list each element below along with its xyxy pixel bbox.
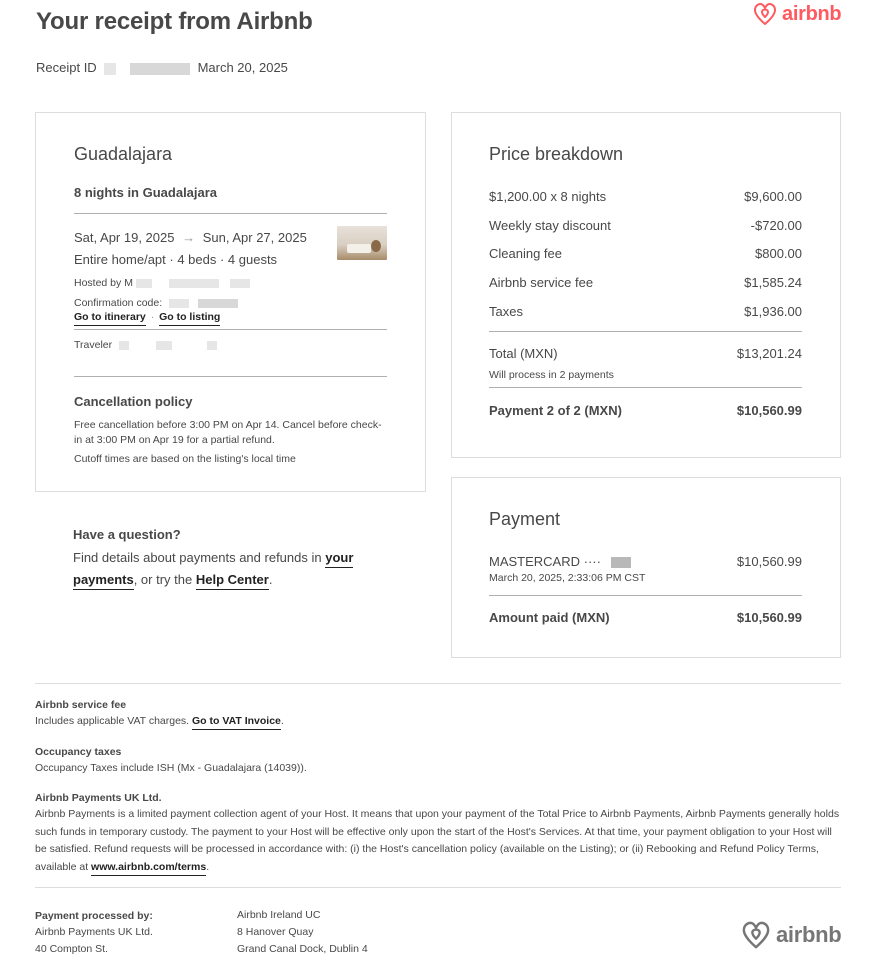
- occupancy-title: Occupancy taxes: [35, 746, 122, 758]
- cutoff-text: Cutoff times are based on the listing's local time: [74, 453, 296, 465]
- divider: [489, 387, 802, 388]
- processed-by-address: 40 Compton St.: [35, 943, 108, 955]
- processed-by-title: Payment processed by:: [35, 910, 153, 922]
- price-row-value: $800.00: [755, 246, 802, 261]
- trip-city: Guadalajara: [74, 144, 173, 164]
- listing-summary: Entire home/apt · 4 beds · 4 guests: [74, 252, 278, 267]
- service-fee-text: [35, 713, 284, 731]
- checkout-date: Sun, Apr 27, 2025: [202, 230, 307, 245]
- redacted-card-digits: [611, 557, 631, 568]
- terms-link[interactable]: www.airbnb.com/terms: [91, 861, 206, 876]
- card-row: [489, 554, 802, 569]
- redacted-host-name: [169, 279, 219, 288]
- footer-divider: [35, 887, 841, 888]
- amount-paid-value: $10,560.99: [736, 610, 802, 625]
- hosted-by-label: Hosted by: [74, 277, 122, 289]
- confirmation-line: [74, 297, 238, 309]
- price-row-value: $1,585.24: [744, 275, 802, 290]
- link-separator: ·: [150, 311, 155, 323]
- help-center-link[interactable]: Help Center: [196, 572, 269, 590]
- ireland-address-2: Grand Canal Dock, Dublin 4: [237, 943, 368, 955]
- trip-links: [74, 311, 220, 323]
- installment-label: Payment 2 of 2 (MXN): [489, 403, 622, 418]
- redacted-host-name: [136, 279, 152, 288]
- price-row-label: Cleaning fee: [489, 246, 562, 261]
- traveler-label: Traveler: [74, 339, 113, 351]
- trip-dates: [74, 230, 307, 245]
- divider: [74, 213, 387, 214]
- price-row-value: -$720.00: [750, 218, 802, 233]
- receipt-id-label: Receipt ID: [36, 60, 97, 75]
- card-label: MASTERCARD ····: [489, 554, 601, 569]
- process-note: Will process in 2 payments: [489, 369, 614, 381]
- your-payments-link[interactable]: your payments: [73, 550, 353, 590]
- arrow-right-icon: →: [182, 230, 196, 245]
- payment-timestamp: March 20, 2025, 2:33:06 PM CST: [489, 572, 646, 584]
- vat-invoice-link[interactable]: Go to VAT Invoice: [192, 715, 281, 730]
- airbnb-footer-logo: [740, 918, 841, 952]
- help-text-before: Find details about payments and refunds in: [73, 550, 322, 565]
- occupancy-text: Occupancy Taxes include ISH (Mx - Guadalajara (14039)).: [35, 762, 307, 774]
- price-row-label: Airbnb service fee: [489, 275, 594, 290]
- price-row: [489, 189, 802, 204]
- divider: [74, 376, 387, 377]
- price-row: [489, 275, 802, 290]
- payments-uk-description: Airbnb Payments is a limited payment collection agent of your Host. It means that upon your payment of the Total Price to Airbnb Payments, Airbnb Payments generally holds such funds in temporary custody. The payment to your Host will be effective only upon the start of the Host's Services. At that time, your payment obligation to your Host will be satisfied. Refund requests will be processed in accordance with: (i) the Host's cancellation policy (available on the Listing); or (ii) Rebooking and Refund Policy Terms, available at: [35, 808, 840, 873]
- airbnb-belo-icon: [740, 918, 772, 952]
- price-row-value: $1,936.00: [744, 304, 802, 319]
- redacted-receipt-id: [104, 63, 116, 75]
- amount-paid-label: Amount paid (MXN): [489, 610, 610, 625]
- price-row: [489, 304, 802, 319]
- processed-by-name: Airbnb Payments UK Ltd.: [35, 926, 153, 938]
- receipt-date: March 20, 2025: [197, 60, 288, 75]
- page-title: Your receipt from Airbnb: [36, 8, 313, 35]
- redacted-traveler-name: [156, 341, 172, 350]
- redacted-traveler-name: [119, 341, 129, 350]
- help-text: [73, 547, 363, 591]
- footer-logo-text: airbnb: [776, 922, 842, 947]
- ireland-name: Airbnb Ireland UC: [237, 909, 321, 921]
- price-row-label: Weekly stay discount: [489, 218, 611, 233]
- ireland-address-1: 8 Hanover Quay: [237, 926, 314, 938]
- footer-divider: [35, 683, 841, 684]
- price-title: Price breakdown: [489, 144, 624, 164]
- itinerary-link[interactable]: Go to itinerary: [74, 311, 146, 326]
- cancellation-text: Free cancellation before 3:00 PM on Apr 14. Cancel before check-in at 3:00 PM on Apr 19 for a partial refund.: [74, 419, 382, 446]
- payment-installment-row: [489, 403, 802, 418]
- help-text-end: .: [268, 572, 273, 587]
- payments-uk-title: Airbnb Payments UK Ltd.: [35, 792, 162, 804]
- price-row-label: Taxes: [489, 304, 523, 319]
- airbnb-logo[interactable]: [752, 0, 842, 28]
- total-value: $13,201.24: [736, 346, 802, 361]
- total-row: [489, 346, 802, 361]
- redacted-confirmation-code: [198, 299, 238, 308]
- amount-paid-row: [489, 610, 802, 625]
- vat-end: .: [280, 715, 284, 727]
- traveler-line: [74, 339, 217, 351]
- divider: [489, 595, 802, 596]
- price-row: [489, 246, 802, 261]
- total-label: Total (MXN): [489, 346, 558, 361]
- redacted-host-name: [230, 279, 250, 288]
- terms-end: .: [206, 860, 210, 873]
- service-fee-description: Includes applicable VAT charges.: [35, 715, 190, 727]
- airbnb-belo-icon: [752, 0, 778, 28]
- redacted-confirmation-code: [169, 299, 189, 308]
- listing-thumbnail[interactable]: [337, 226, 387, 260]
- price-row: [489, 218, 802, 233]
- host-line: [74, 277, 250, 289]
- help-text-middle: , or try the: [133, 572, 193, 587]
- receipt-meta: [36, 60, 288, 75]
- card-amount: $10,560.99: [736, 554, 802, 569]
- redacted-receipt-id: [130, 63, 190, 75]
- redacted-traveler-name: [207, 341, 217, 350]
- logo-text: airbnb: [782, 2, 842, 25]
- price-row-label: $1,200.00 x 8 nights: [489, 189, 607, 204]
- installment-value: $10,560.99: [736, 403, 802, 418]
- confirmation-label: Confirmation code:: [74, 297, 163, 309]
- price-row-value: $9,600.00: [744, 189, 802, 204]
- divider: [74, 329, 387, 330]
- payments-uk-text: [35, 806, 841, 876]
- checkin-date: Sat, Apr 19, 2025: [74, 230, 175, 245]
- payment-title: Payment: [489, 509, 561, 529]
- cancellation-title: Cancellation policy: [74, 394, 193, 409]
- trip-nights: 8 nights in Guadalajara: [74, 185, 218, 200]
- help-title: Have a question?: [73, 527, 181, 542]
- host-initial: M: [124, 277, 133, 289]
- service-fee-title: Airbnb service fee: [35, 699, 127, 711]
- listing-link[interactable]: Go to listing: [159, 311, 220, 326]
- card-info: [489, 554, 631, 569]
- divider: [489, 331, 802, 332]
